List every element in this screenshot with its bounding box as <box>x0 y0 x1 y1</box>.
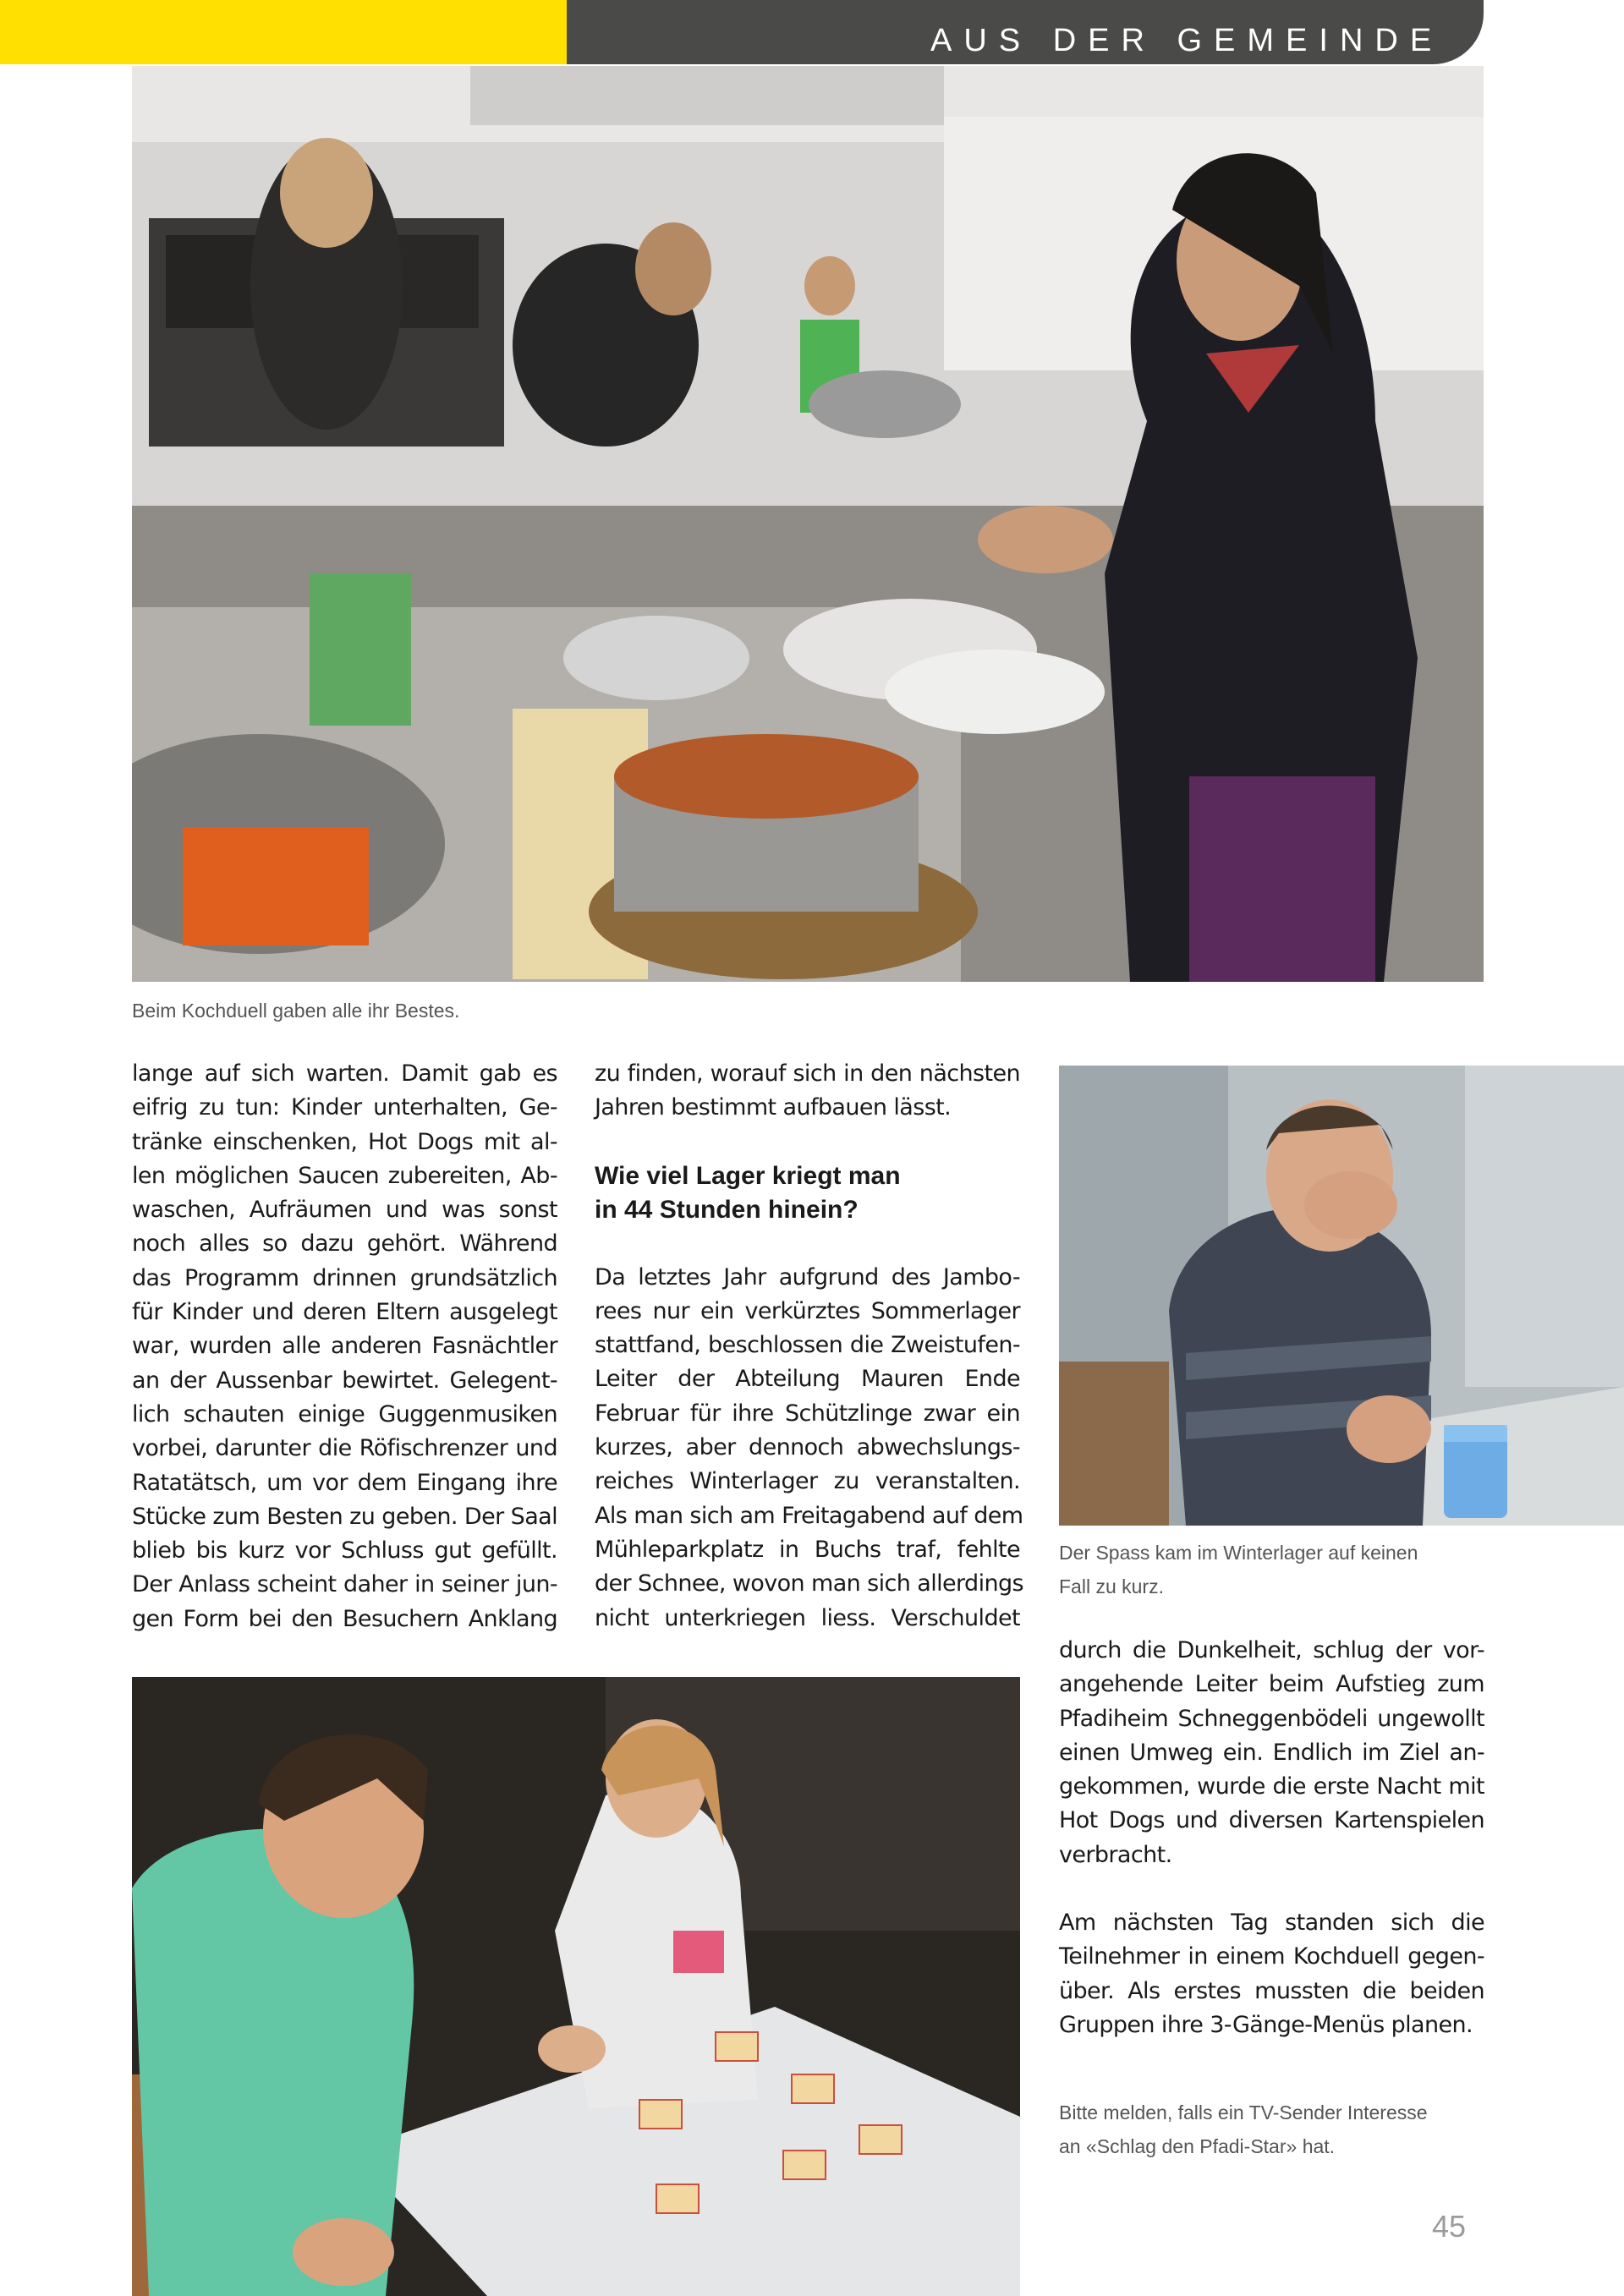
text-line: verbracht. <box>1059 1841 1172 1868</box>
article-column-1 <box>132 1057 557 1636</box>
text-line: gen Form bei den Besuchern Anklang <box>132 1605 557 1632</box>
photo-caption-winter-camp <box>1059 1536 1418 1603</box>
text-line: rees nur ein verkürztes Sommerlager <box>595 1297 1020 1324</box>
section-header <box>567 0 1484 64</box>
text-line: das Programm drinnen grundsätzlich <box>132 1264 557 1291</box>
article-column-2 <box>595 1057 1024 1636</box>
text-line: über. Als erstes mussten die beiden <box>1059 1977 1484 2004</box>
photo-card-game <box>132 1677 1020 2296</box>
text-line: nicht unterkriegen liess. Verschuldet <box>595 1604 1020 1631</box>
header-accent-bar <box>0 0 567 64</box>
text-line: angehende Leiter beim Aufstieg zum <box>1059 1671 1484 1698</box>
caption-line: Fall zu kurz. <box>1059 1575 1164 1597</box>
text-line: kurzes, aber dennoch abwechslungs- <box>595 1434 1020 1461</box>
photo-winter-camp-boy <box>1059 1066 1624 1526</box>
text-line: Leiter der Abteilung Mauren Ende <box>595 1366 1020 1393</box>
page-number: 45 <box>1432 2209 1467 2244</box>
text-line: reiches Winterlager zu veranstalten. <box>595 1468 1020 1495</box>
text-line: Teilnehmer in einem Kochduell gegen- <box>1059 1943 1484 1970</box>
text-line: Hot Dogs und diversen Kartenspielen <box>1059 1807 1484 1834</box>
text-line: lich schauten einige Guggenmusiken <box>132 1400 557 1427</box>
photo-cooking-duel <box>132 66 1484 982</box>
article-column-3 <box>1059 1634 1484 2042</box>
text-line: vorbei, darunter die Röfischrenzer und <box>132 1435 557 1462</box>
text-line: Am nächsten Tag standen sich die <box>1059 1910 1484 1937</box>
text-line: an der Aussenbar bewirtet. Gelegent- <box>132 1367 557 1394</box>
note-line: Bitte melden, falls ein TV-Sender Interesse <box>1059 2101 1428 2123</box>
text-line: Februar für ihre Schützlinge zwar ein <box>595 1400 1020 1427</box>
subheading: in 44 Stunden hinein? <box>595 1195 859 1224</box>
section-title: AUS DER GEMEINDE <box>930 23 1444 58</box>
text-line: der Schnee, wovon man sich allerdings <box>595 1570 1024 1597</box>
text-line: Als man sich am Freitagabend auf dem <box>595 1502 1023 1529</box>
text-line: eifrig zu tun: Kinder unterhalten, Ge- <box>132 1094 557 1121</box>
note-line: an «Schlag den Pfadi-Star» hat. <box>1059 2135 1336 2157</box>
text-line: Gruppen ihre 3-Gänge-Menüs planen. <box>1059 2011 1473 2038</box>
text-line: gekommen, wurde die erste Nacht mit <box>1059 1773 1484 1800</box>
text-line: für Kinder und deren Eltern ausgelegt <box>132 1299 557 1326</box>
closing-note <box>1059 2096 1428 2163</box>
photo-caption-cooking-duel: Beim Kochduell gaben alle ihr Bestes. <box>132 1000 460 1022</box>
text-line: tränke einschenken, Hot Dogs mit al- <box>132 1128 557 1155</box>
text-line: lange auf sich warten. Damit gab es <box>132 1060 557 1087</box>
text-line: Der Anlass scheint daher in seiner jun- <box>132 1571 557 1598</box>
text-line: blieb bis kurz vor Schluss gut gefüllt. <box>132 1537 557 1564</box>
text-line: war, wurden alle anderen Fasnächtler <box>132 1333 557 1360</box>
caption-line: Der Spass kam im Winterlager auf keinen <box>1059 1542 1418 1564</box>
text-line: noch alles so dazu gehört. Während <box>132 1230 557 1258</box>
text-line: len möglichen Saucen zubereiten, Ab- <box>132 1162 557 1189</box>
text-line: Da letztes Jahr aufgrund des Jambo- <box>595 1263 1020 1290</box>
text-line: waschen, Aufräumen und was sonst <box>132 1197 557 1224</box>
text-line: einen Umweg ein. Endlich im Ziel an- <box>1059 1739 1484 1766</box>
text-line: Pfadiheim Schneggenbödeli ungewollt <box>1059 1705 1484 1732</box>
subheading: Wie viel Lager kriegt man <box>595 1161 901 1190</box>
text-line: zu finden, worauf sich in den nächsten <box>595 1060 1020 1087</box>
text-line: stattfand, beschlossen die Zweistufen- <box>595 1332 1020 1359</box>
text-line: Ratatätsch, um vor dem Eingang ihre <box>132 1469 557 1496</box>
text-line: durch die Dunkelheit, schlug der vor- <box>1059 1637 1484 1663</box>
text-line: Jahren bestimmt aufbauen lässt. <box>595 1094 952 1121</box>
text-line: Mühleparkplatz in Buchs traf, fehlte <box>595 1536 1020 1563</box>
text-line: Stücke zum Besten zu geben. Der Saal <box>132 1503 557 1530</box>
